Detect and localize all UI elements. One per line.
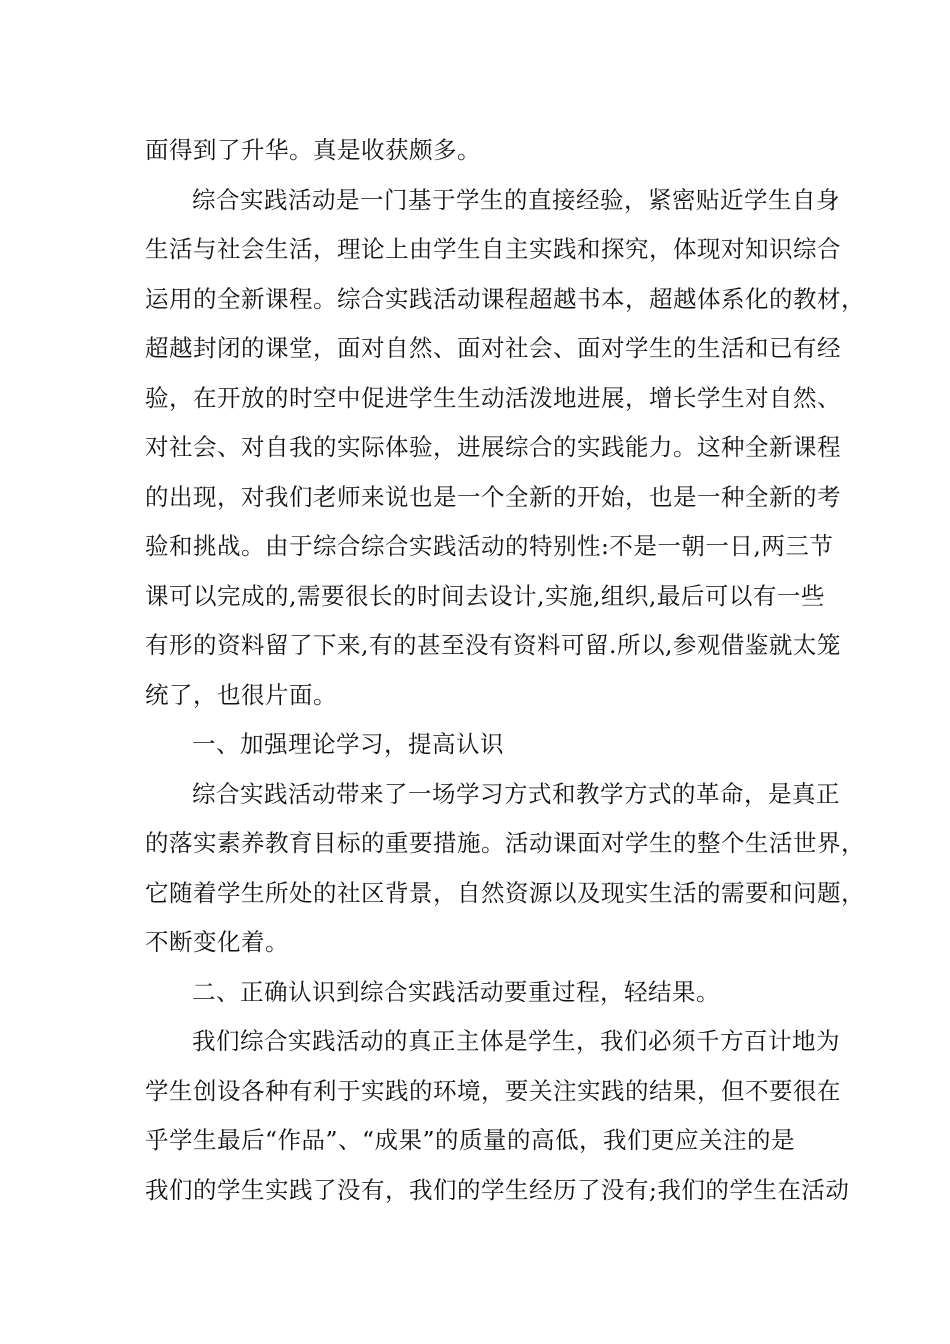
text-line: 综合实践活动是一门基于学生的直接经验，紧密贴近学生自身 xyxy=(192,185,840,214)
text-line: 生活与社会生活，理论上由学生自主实践和探究，体现对知识综合 xyxy=(145,235,841,263)
text-line: 它随着学生所处的社区背景，自然资源以及现实生活的需要和问题， xyxy=(145,878,865,907)
text-line: 的落实素养教育目标的重要措施。活动课面对学生的整个生活世界， xyxy=(145,829,865,857)
text-line: 我们综合实践活动的真正主体是学生，我们必须千方百计地为 xyxy=(192,1027,840,1055)
text-line: 统了，也很片面。 xyxy=(145,680,337,709)
text-line: 的出现，对我们老师来说也是一个全新的开始，也是一种全新的考 xyxy=(145,482,841,511)
text-line: 我们的学生实践了没有，我们的学生经历了没有;我们的学生在活动 xyxy=(145,1175,850,1204)
document-body xyxy=(145,126,865,1215)
text-line: 超越封闭的课堂，面对自然、面对社会、面对学生的生活和已有经 xyxy=(145,334,841,362)
text-line: 学生创设各种有利于实践的环境，要关注实践的结果，但不要很在 xyxy=(145,1076,841,1105)
text-line: 一、加强理论学习，提高认识 xyxy=(192,730,504,758)
text-line: 不断变化着。 xyxy=(145,928,289,956)
text-line: 运用的全新课程。综合实践活动课程超越书本，超越体系化的教材， xyxy=(145,284,865,313)
text-line: 对社会、对自我的实际体验，进展综合的实践能力。这种全新课程 xyxy=(145,433,841,461)
text-line: 课可以完成的,需要很长的时间去设计,实施,组织,最后可以有一些 xyxy=(145,581,825,610)
text-line: 验和挑战。由于综合综合实践活动的特别性:不是一朝一日,两三节 xyxy=(145,532,834,560)
text-line: 面得到了升华。真是收获颇多。 xyxy=(145,136,481,164)
text-line: 二、正确认识到综合实践活动要重过程，轻结果。 xyxy=(192,977,720,1006)
text-line: 乎学生最后“作品”、“成果”的质量的高低，我们更应关注的是 xyxy=(145,1126,796,1154)
text-line: 综合实践活动带来了一场学习方式和教学方式的革命，是真正 xyxy=(192,779,840,808)
text-line: 验，在开放的时空中促进学生生动活泼地进展，增长学生对自然、 xyxy=(145,383,841,412)
text-line: 有形的资料留了下来,有的甚至没有资料可留.所以,参观借鉴就太笼 xyxy=(145,631,841,659)
